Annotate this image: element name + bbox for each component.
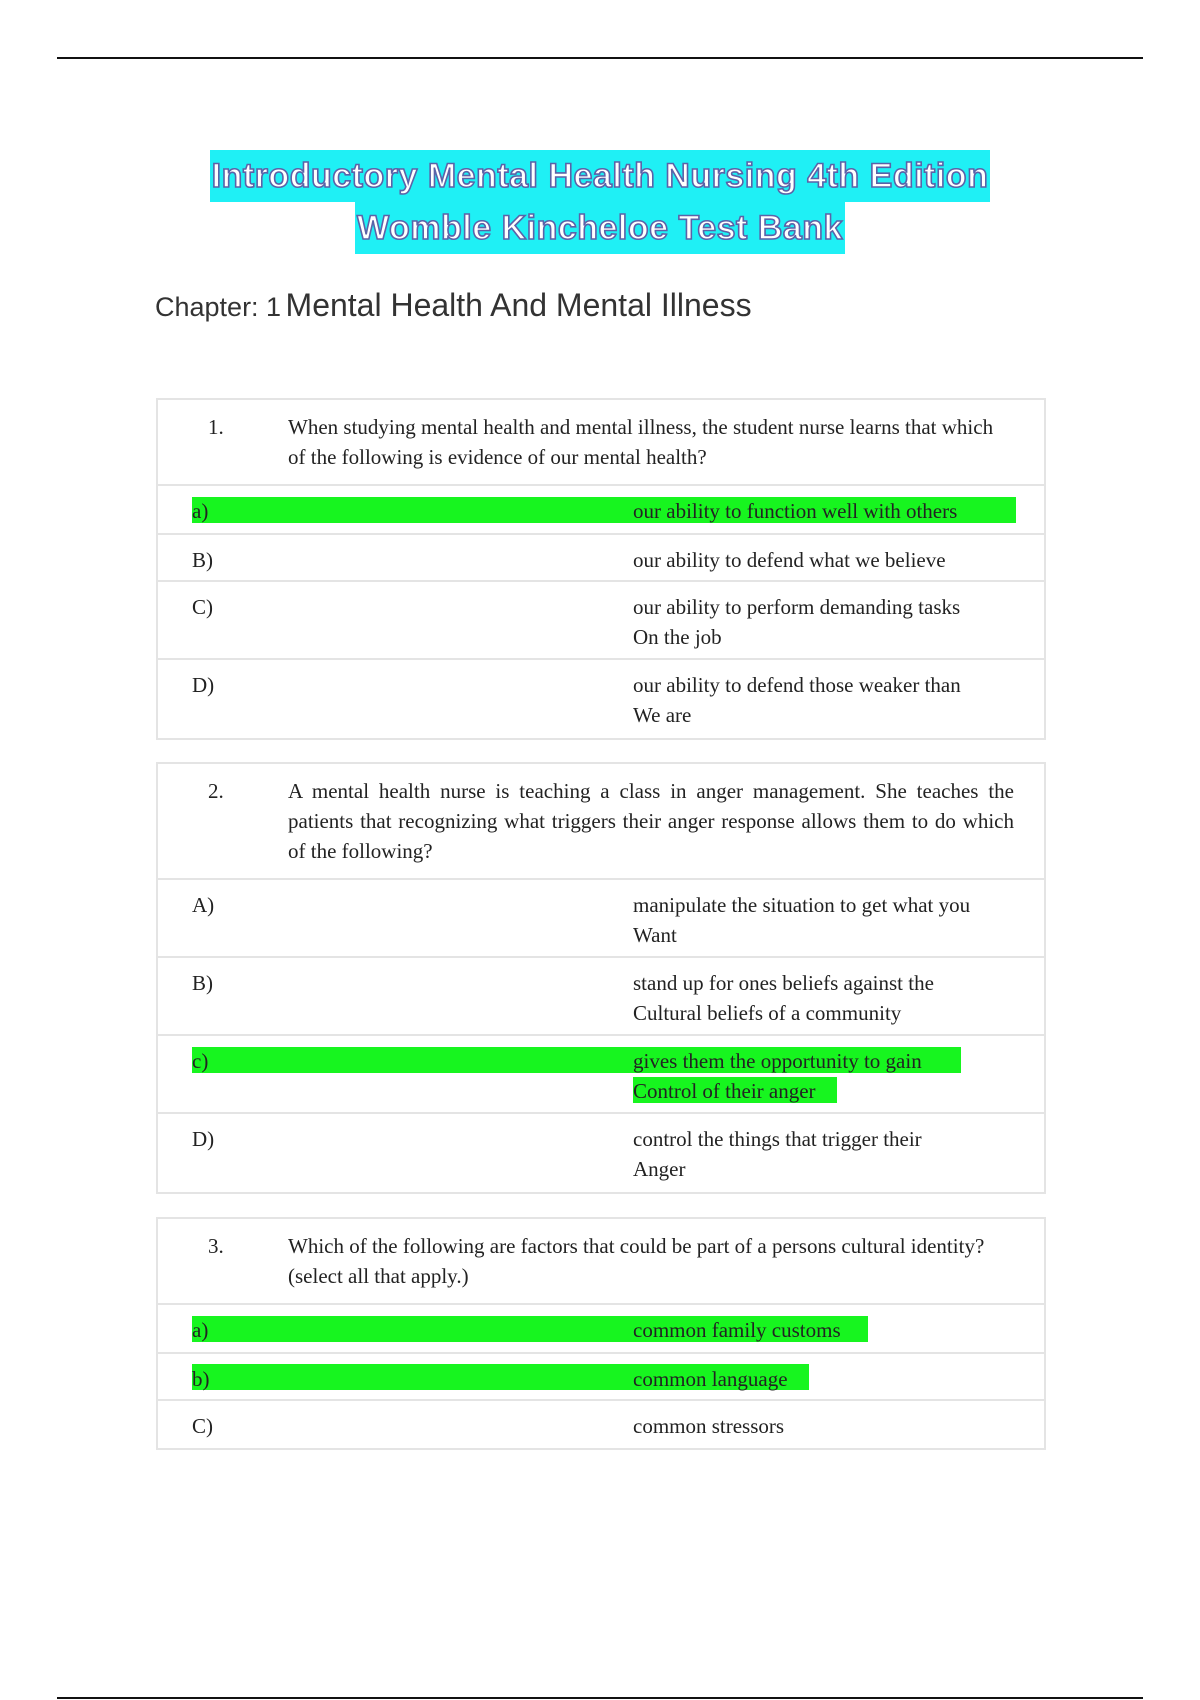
option-a [158,1305,1044,1354]
option-letter: a) [192,499,209,523]
option-letter: b) [192,1367,210,1391]
option-text-line-2: Control of their anger [633,1079,816,1103]
option-letter: B) [192,548,213,572]
option-letter: c) [192,1049,209,1073]
question-1 [156,398,1046,740]
option-a [158,880,1044,958]
document-title [0,150,1200,254]
option-text: common stressors [633,1414,785,1438]
option-text-line-2: On the job [633,625,722,649]
option-text-line-1: manipulate the situation to get what you [633,893,971,917]
option-text-line-2: Cultural beliefs of a community [633,1001,902,1025]
question-number: 2. [208,779,224,803]
option-b [158,958,1044,1036]
question-text: Which of the following are factors that could be part of a persons cultural identity? (select all that apply.) [288,1234,985,1288]
option-letter: C) [192,595,213,619]
option-letter: D) [192,1127,215,1151]
option-c [158,1401,1044,1448]
option-d [158,660,1044,738]
option-text-line-2: We are [633,703,692,727]
title-line-2: Womble Kincheloe Test Bank [355,202,845,254]
question-text: A mental health nurse is teaching a class in anger management. She teaches the patients that recognizing what triggers their anger response allows them to do which of the following? [288,779,1014,863]
chapter-prefix: Chapter: 1 [155,292,282,322]
option-letter: A) [192,893,215,917]
option-text: our ability to defend what we believe [633,548,946,572]
option-text: common language [633,1367,788,1391]
option-letter: B) [192,971,213,995]
option-text [633,890,1044,946]
option-text-line-1: gives them the opportunity to gain [633,1049,922,1073]
question-header [158,1219,1044,1305]
option-text-line-1: our ability to perform demanding tasks [633,595,961,619]
chapter-heading [155,287,752,324]
option-text-line-1: our ability to defend those weaker than [633,673,961,697]
option-text [633,670,1044,728]
option-text [633,592,1044,648]
question-number: 1. [208,415,224,439]
option-letter: a) [192,1318,209,1342]
option-letter: D) [192,673,215,697]
bottom-rule [57,1697,1143,1699]
question-header [158,400,1044,486]
question-2 [156,762,1046,1194]
option-text: common family customs [633,1318,841,1342]
chapter-name: Mental Health And Mental Illness [285,287,752,323]
option-c [158,1036,1044,1114]
question-3 [156,1217,1046,1450]
option-b [158,1354,1044,1401]
option-a [158,486,1044,535]
option-text-line-1: control the things that trigger their [633,1127,922,1151]
option-text-line-1: stand up for ones beliefs against the [633,971,934,995]
question-header [158,764,1044,880]
option-b [158,535,1044,582]
question-number: 3. [208,1234,224,1258]
option-c [158,582,1044,660]
question-text: When studying mental health and mental illness, the student nurse learns that which of the following is evidence of our mental health? [288,415,994,469]
option-text [633,1046,1044,1102]
option-text-line-2: Want [633,923,677,947]
option-text [633,1124,1044,1182]
option-text: our ability to function well with others [633,499,958,523]
option-letter: C) [192,1414,213,1438]
title-line-1: Introductory Mental Health Nursing 4th Edition [210,150,991,202]
option-text [633,968,1044,1024]
option-text-line-2: Anger [633,1157,686,1181]
option-d [158,1114,1044,1192]
top-rule [57,57,1143,59]
